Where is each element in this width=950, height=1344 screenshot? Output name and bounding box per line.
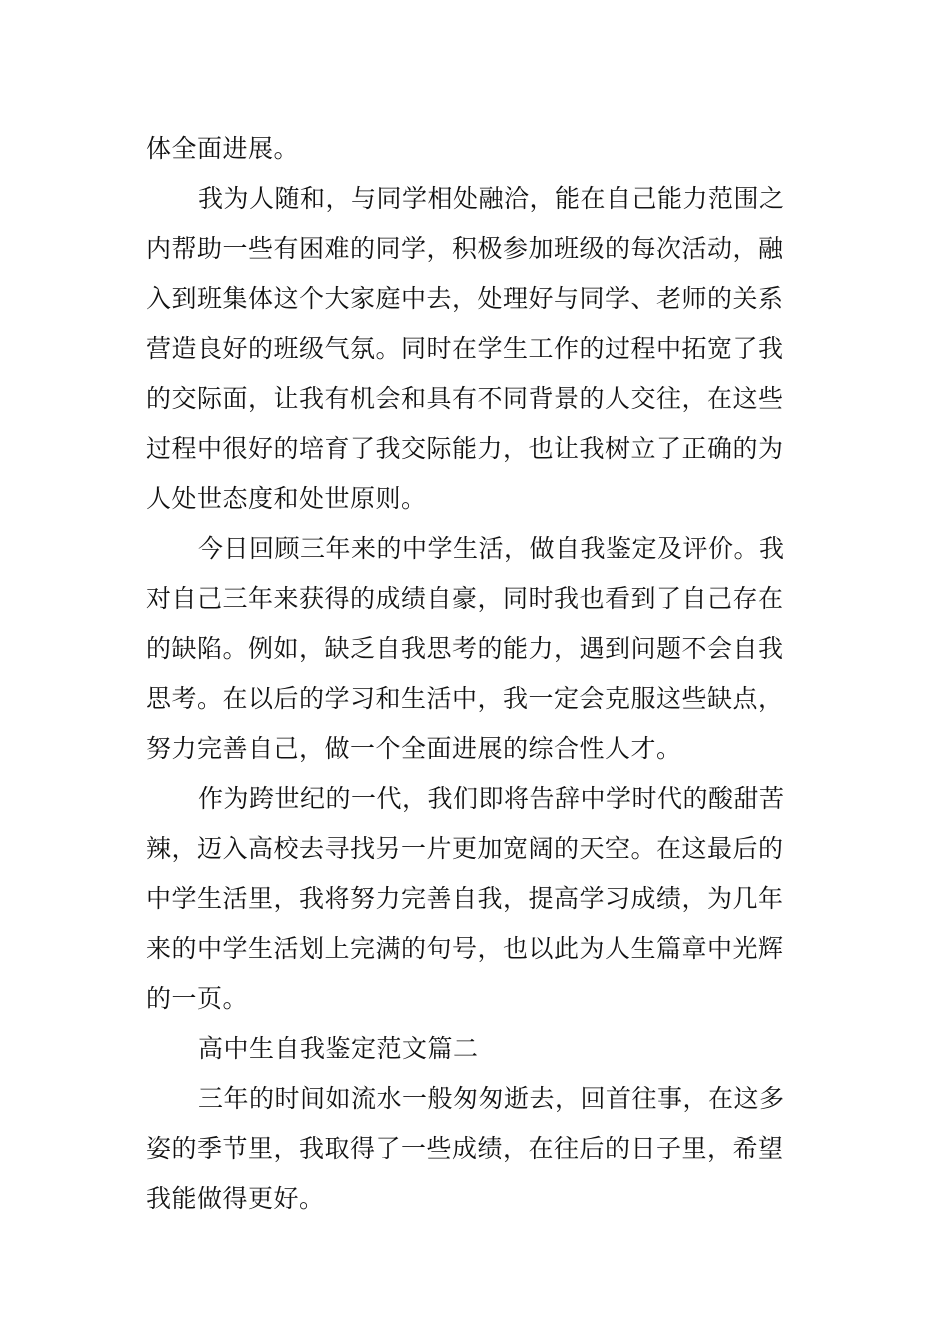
text-line: 姿的季节里，我取得了一些成绩，在往后的日子里，希望 [146, 1134, 784, 1163]
text-line: 内帮助一些有困难的同学，积极参加班级的每次活动，融 [146, 234, 784, 263]
text-line: 思考。在以后的学习和生活中，我一定会克服这些缺点， [146, 684, 784, 713]
text-line: 三年的时间如流水一般匆匆逝去，回首往事，在这多 [198, 1084, 785, 1113]
text-line: 作为跨世纪的一代，我们即将告辞中学时代的酸甜苦 [198, 784, 785, 813]
text-line: 我为人随和，与同学相处融洽，能在自己能力范围之 [198, 184, 785, 213]
text-line: 营造良好的班级气氛。同时在学生工作的过程中拓宽了我 [146, 334, 784, 363]
text-line: 辣，迈入高校去寻找另一片更加宽阔的天空。在这最后的 [146, 834, 784, 863]
document-body [146, 124, 806, 1224]
text-line: 的交际面，让我有机会和具有不同背景的人交往，在这些 [146, 384, 784, 413]
text-line: 的缺陷。例如，缺乏自我思考的能力，遇到问题不会自我 [146, 634, 784, 663]
text-line: 体全面进展。 [146, 134, 300, 163]
text-line: 过程中很好的培育了我交际能力，也让我树立了正确的为 [146, 434, 784, 463]
text-line: 努力完善自己，做一个全面进展的综合性人才。 [146, 734, 682, 763]
section-heading: 高中生自我鉴定范文篇二 [198, 1034, 479, 1063]
text-line: 来的中学生活划上完满的句号，也以此为人生篇章中光辉 [146, 934, 784, 963]
text-line: 中学生活里，我将努力完善自我，提高学习成绩，为几年 [146, 884, 784, 913]
text-line: 今日回顾三年来的中学生活，做自我鉴定及评价。我 [198, 534, 785, 563]
text-line: 人处世态度和处世原则。 [146, 484, 427, 513]
text-line: 入到班集体这个大家庭中去，处理好与同学、老师的关系 [146, 284, 784, 313]
text-line: 我能做得更好。 [146, 1184, 325, 1213]
text-line: 的一页。 [146, 984, 249, 1013]
text-line: 对自己三年来获得的成绩自豪，同时我也看到了自己存在 [146, 584, 784, 613]
